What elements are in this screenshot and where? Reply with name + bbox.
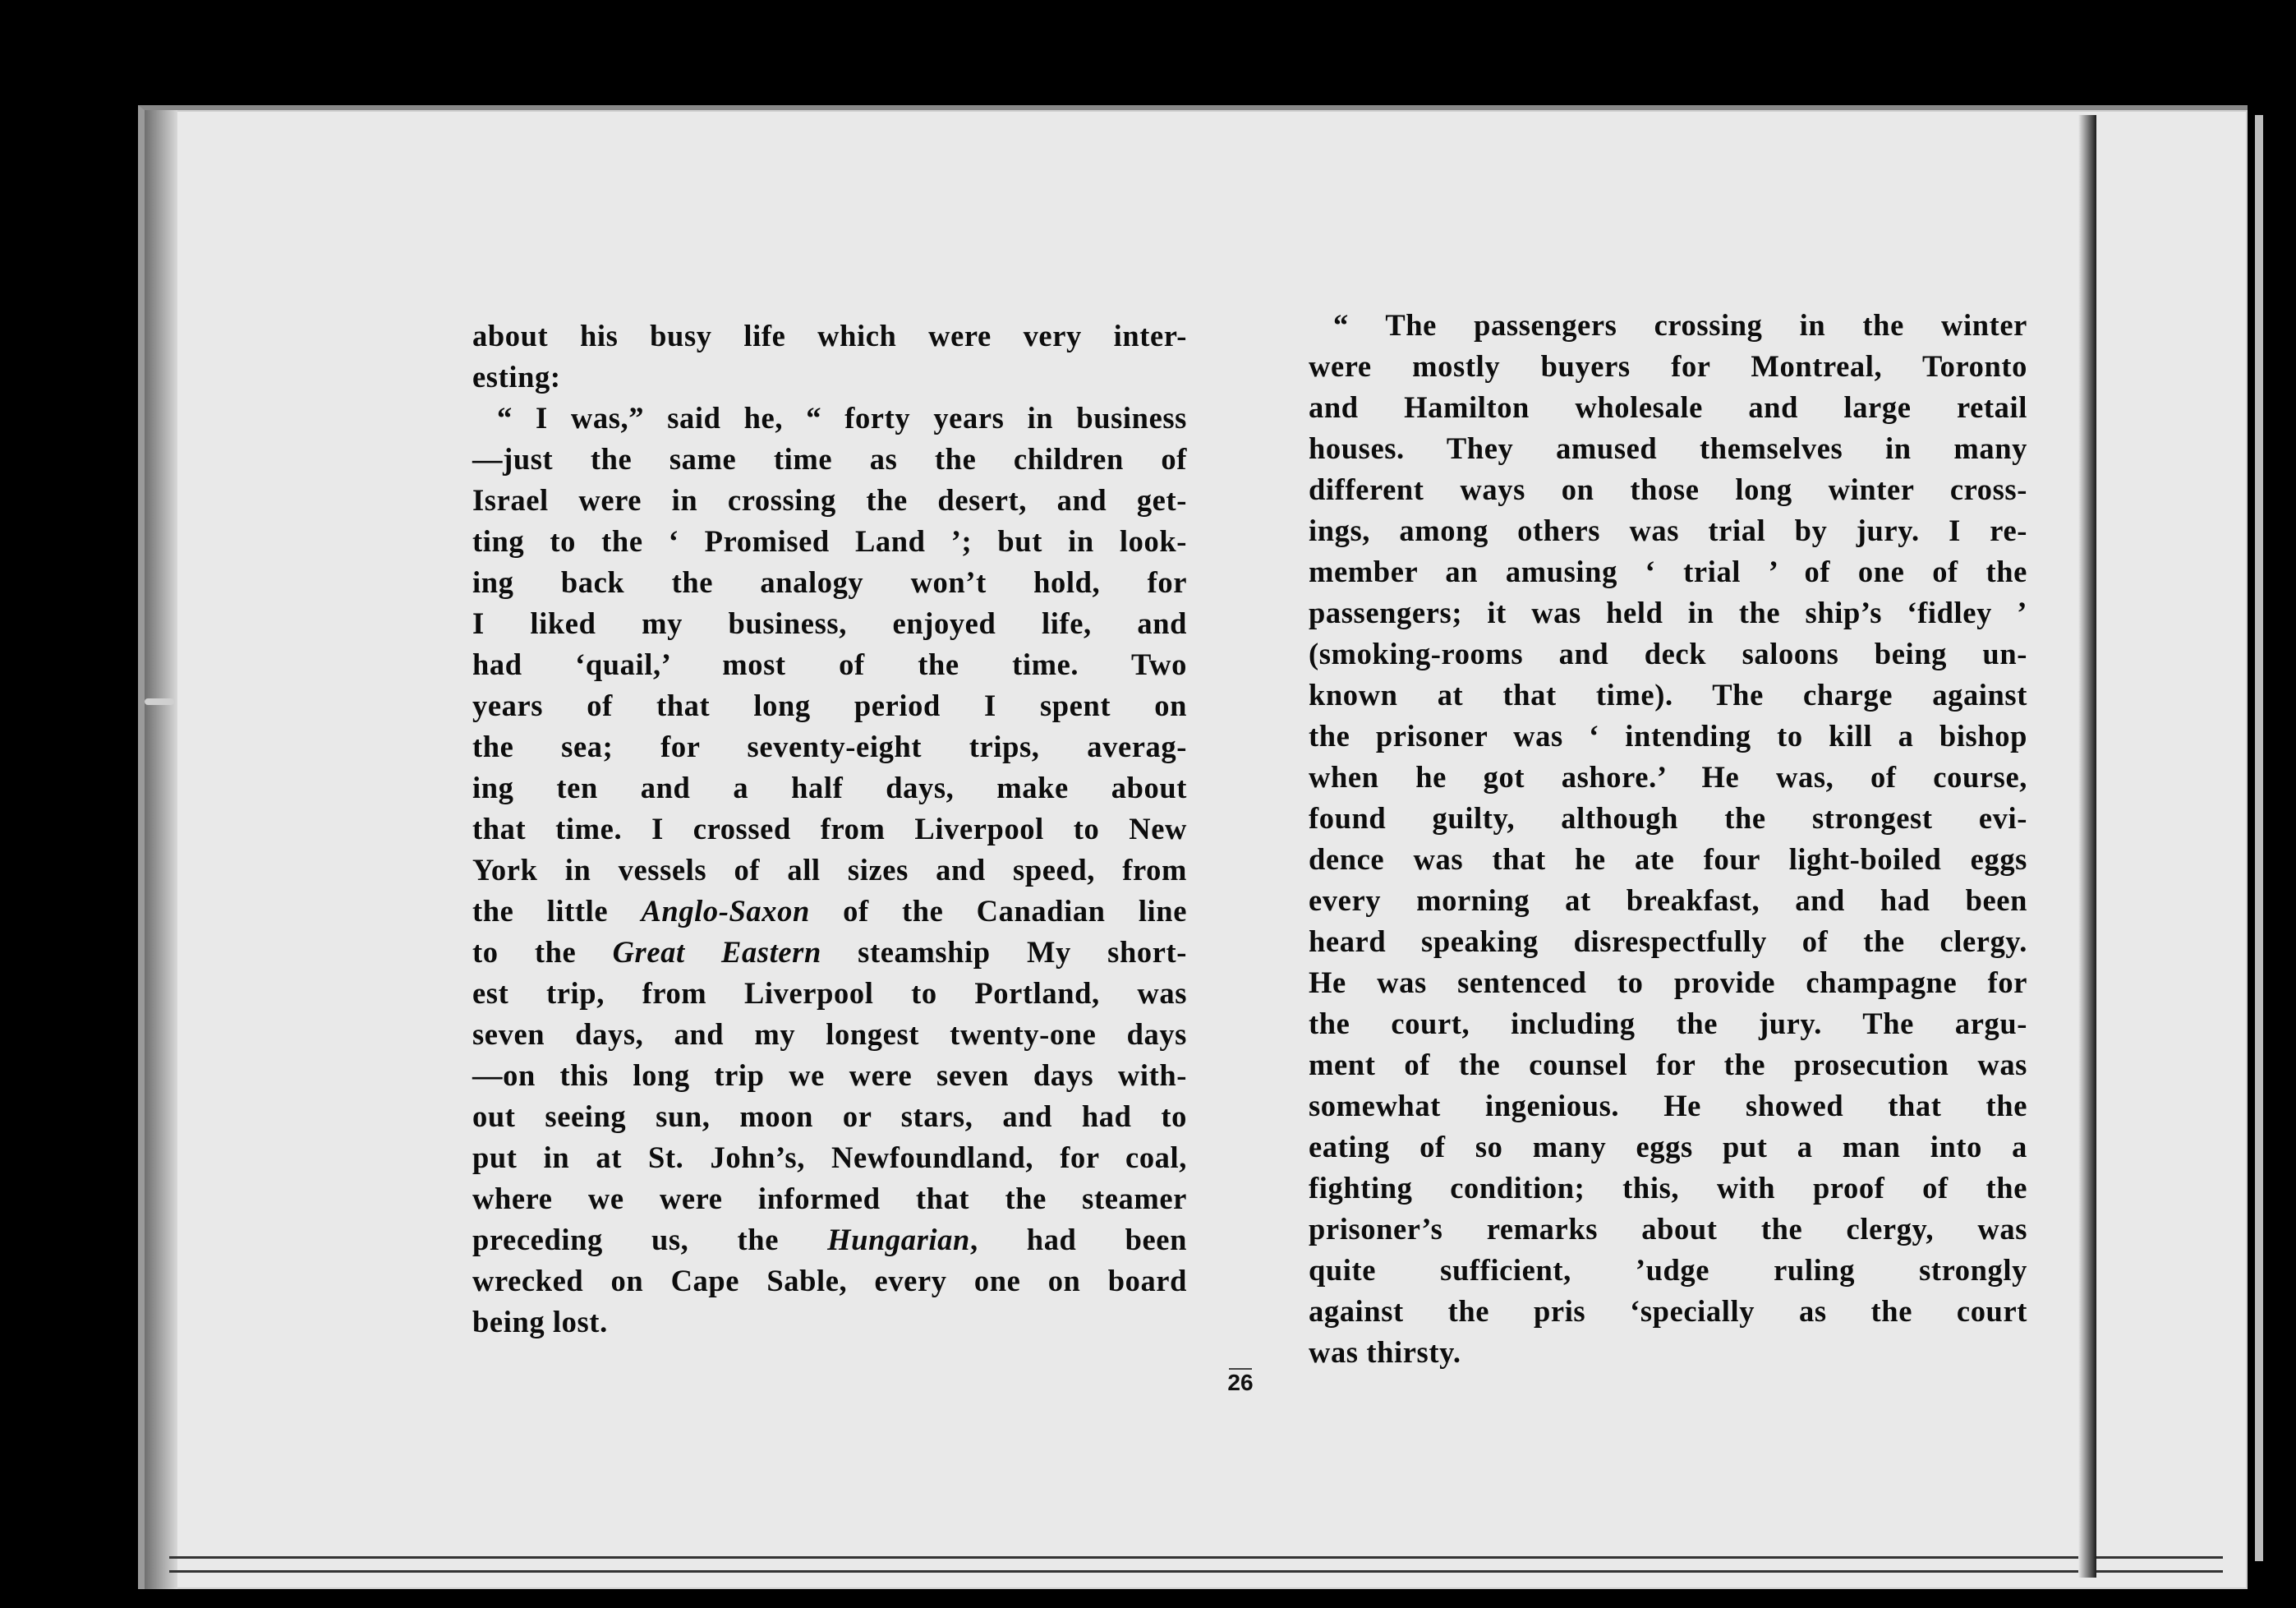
right-text-column bbox=[1309, 305, 2027, 1373]
text-line: seven days, and my longest twenty-one days bbox=[472, 1017, 1187, 1051]
text-line: ings, among others was trial by jury. I re- bbox=[1309, 514, 2027, 547]
text-line: He was sentenced to provide champagne for bbox=[1309, 965, 2027, 999]
text-line: member an amusing ‘ trial ’ of one of the bbox=[1309, 555, 2027, 588]
text-run: of the Canadian line bbox=[809, 894, 1188, 928]
text-line: about his busy life which were very inter- bbox=[472, 319, 1187, 352]
text-line: and Hamilton wholesale and large retail bbox=[1309, 390, 2027, 424]
text-line: —on this long trip we were seven days with- bbox=[472, 1058, 1187, 1092]
text-line: put in at St. John’s, Newfoundland, for coal, bbox=[472, 1140, 1187, 1174]
ship-name-hungarian: Hungarian bbox=[827, 1223, 970, 1256]
text-line: when he got ashore.’ He was, of course, bbox=[1309, 760, 2027, 794]
text-line: was thirsty. bbox=[1309, 1335, 1461, 1369]
text-line: the sea; for seventy-eight trips, averag- bbox=[472, 730, 1187, 763]
text-line: that time. I crossed from Liverpool to New bbox=[472, 812, 1187, 845]
page-gutter-shadow bbox=[2078, 115, 2096, 1578]
text-line: against the pris ‘specially as the court bbox=[1309, 1294, 2027, 1328]
text-line: had ‘quail,’ most of the time. Two bbox=[472, 647, 1187, 681]
text-line: ing back the analogy won’t hold, for bbox=[472, 565, 1187, 599]
text-line bbox=[472, 891, 1187, 932]
text-line bbox=[472, 1219, 1187, 1260]
text-line: esting: bbox=[472, 360, 561, 394]
text-line: houses. They amused themselves in many bbox=[1309, 431, 2027, 465]
text-line: ment of the counsel for the prosecution was bbox=[1309, 1048, 2027, 1081]
text-line: different ways on those long winter cross- bbox=[1309, 472, 2027, 506]
text-line: est trip, from Liverpool to Portland, was bbox=[472, 976, 1187, 1010]
text-line: wrecked on Cape Sable, every one on board bbox=[472, 1264, 1187, 1297]
text-line: fighting condition; this, with proof of the bbox=[1309, 1171, 2027, 1205]
text-line: the court, including the jury. The argu- bbox=[1309, 1007, 2027, 1040]
text-run: the little bbox=[472, 894, 642, 928]
page-number: 26 bbox=[1227, 1370, 1254, 1395]
next-page-edge bbox=[2255, 115, 2263, 1561]
text-line: eating of so many eggs put a man into a bbox=[1309, 1130, 2027, 1163]
text-run: steamship My short- bbox=[821, 935, 1187, 969]
text-line: being lost. bbox=[472, 1305, 608, 1338]
text-line: Israel were in crossing the desert, and get- bbox=[472, 483, 1187, 517]
ship-name-great-eastern: Great Eastern bbox=[612, 935, 821, 969]
text-line: “ I was,” said he, “ forty years in business bbox=[497, 401, 1187, 435]
text-line: every morning at breakfast, and had been bbox=[1309, 883, 2027, 917]
text-line: were mostly buyers for Montreal, Toronto bbox=[1309, 349, 2027, 383]
scan-right-border bbox=[2247, 90, 2296, 1608]
text-line: out seeing sun, moon or stars, and had to bbox=[472, 1099, 1187, 1133]
text-line: York in vessels of all sizes and speed, from bbox=[472, 853, 1187, 887]
text-line: the prisoner was ‘ intending to kill a bishop bbox=[1309, 719, 2027, 753]
text-line bbox=[472, 932, 1187, 973]
text-line: years of that long period I spent on bbox=[472, 689, 1187, 722]
text-line: prisoner’s remarks about the clergy, was bbox=[1309, 1212, 2027, 1246]
text-line: I liked my business, enjoyed life, and bbox=[472, 606, 1187, 640]
left-text-column bbox=[472, 316, 1187, 1343]
text-line: passengers; it was held in the ship’s ‘fidley ’ bbox=[1309, 596, 2027, 629]
text-run: preceding us, the bbox=[472, 1223, 828, 1256]
page-edge-mark bbox=[145, 698, 174, 705]
ship-name-anglo-saxon: Anglo-Saxon bbox=[641, 894, 810, 928]
text-line: quite sufficient, ’udge ruling strongly bbox=[1309, 1253, 2027, 1287]
text-line: found guilty, although the strongest evi- bbox=[1309, 801, 2027, 835]
text-line: —just the same time as the children of bbox=[472, 442, 1187, 476]
text-run: to the bbox=[472, 935, 613, 969]
text-line: ing ten and a half days, make about bbox=[472, 771, 1187, 804]
text-line: known at that time). The charge against bbox=[1309, 678, 2027, 712]
text-line: somewhat ingenious. He showed that the bbox=[1309, 1089, 2027, 1122]
text-line: dence was that he ate four light-boiled eggs bbox=[1309, 842, 2027, 876]
text-line: (smoking-rooms and deck saloons being un- bbox=[1309, 637, 2027, 670]
text-line: ting to the ‘ Promised Land ’; but in look- bbox=[472, 524, 1187, 558]
text-line: where we were informed that the steamer bbox=[472, 1182, 1187, 1215]
text-line: “ The passengers crossing in the winter bbox=[1333, 308, 2027, 342]
text-run: , had been bbox=[969, 1223, 1187, 1256]
text-line: heard speaking disrespectfully of the clergy. bbox=[1309, 924, 2027, 958]
